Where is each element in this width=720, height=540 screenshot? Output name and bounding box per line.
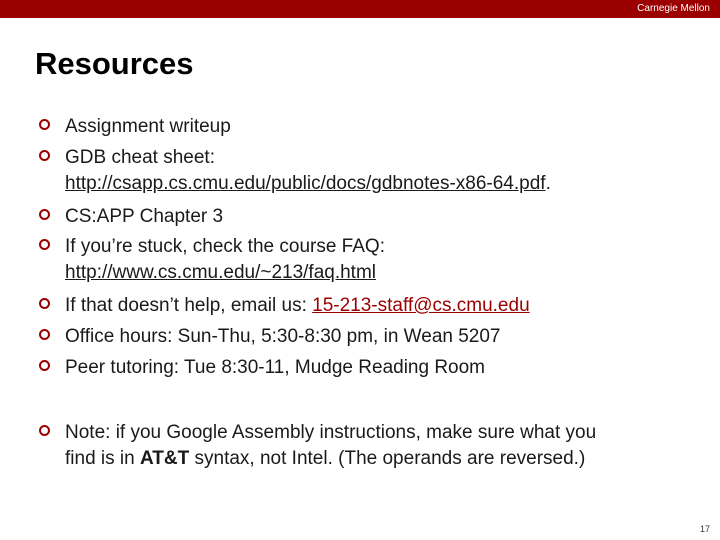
page-number: 17 [699,524,710,534]
bullet-text: Assignment writeup [65,116,231,137]
bullet-text-line2 [65,260,376,285]
bullet-text-suffix: . [545,173,551,194]
bullet-text-prefix: find is in [65,448,140,469]
bullet-circle-icon [39,360,50,371]
gdb-notes-link[interactable]: http://csapp.cs.cmu.edu/public/docs/gdbnotes-x86-64.pdf [65,173,546,194]
bullet-text-bold: AT&T [139,448,190,469]
faq-link[interactable]: http://www.cs.cmu.edu/~213/faq.html [65,262,377,283]
bullet-circle-icon [39,119,50,130]
bullet-text-line2 [65,446,585,471]
slide-title: Resources [35,46,194,81]
header-bar [0,0,720,18]
bullet-text: If you’re stuck, check the course FAQ: [65,236,385,257]
bullet-text: Office hours: Sun-Thu, 5:30-8:30 pm, in Wean 5207 [65,326,501,347]
bullet-circle-icon [39,298,50,309]
bullet-text-prefix: If that doesn’t help, email us: [65,295,313,316]
bullet-text: Note: if you Google Assembly instructions, make sure what you [65,422,597,443]
bullet-circle-icon [39,150,50,161]
bullet-text: Peer tutoring: Tue 8:30-11, Mudge Reading Room [65,357,486,378]
bullet-text [65,293,530,318]
staff-email-link[interactable]: 15-213-staff@cs.cmu.edu [312,295,530,316]
bullet-circle-icon [39,239,50,250]
bullet-circle-icon [39,425,50,436]
bullet-circle-icon [39,329,50,340]
bullet-text-line2 [65,171,551,196]
bullet-text: CS:APP Chapter 3 [65,206,224,227]
bullet-text-suffix: syntax, not Intel. (The operands are reversed.) [189,448,586,469]
bullet-text: GDB cheat sheet: [65,147,215,168]
bullet-circle-icon [39,209,50,220]
brand-label: Carnegie Mellon [637,3,710,14]
